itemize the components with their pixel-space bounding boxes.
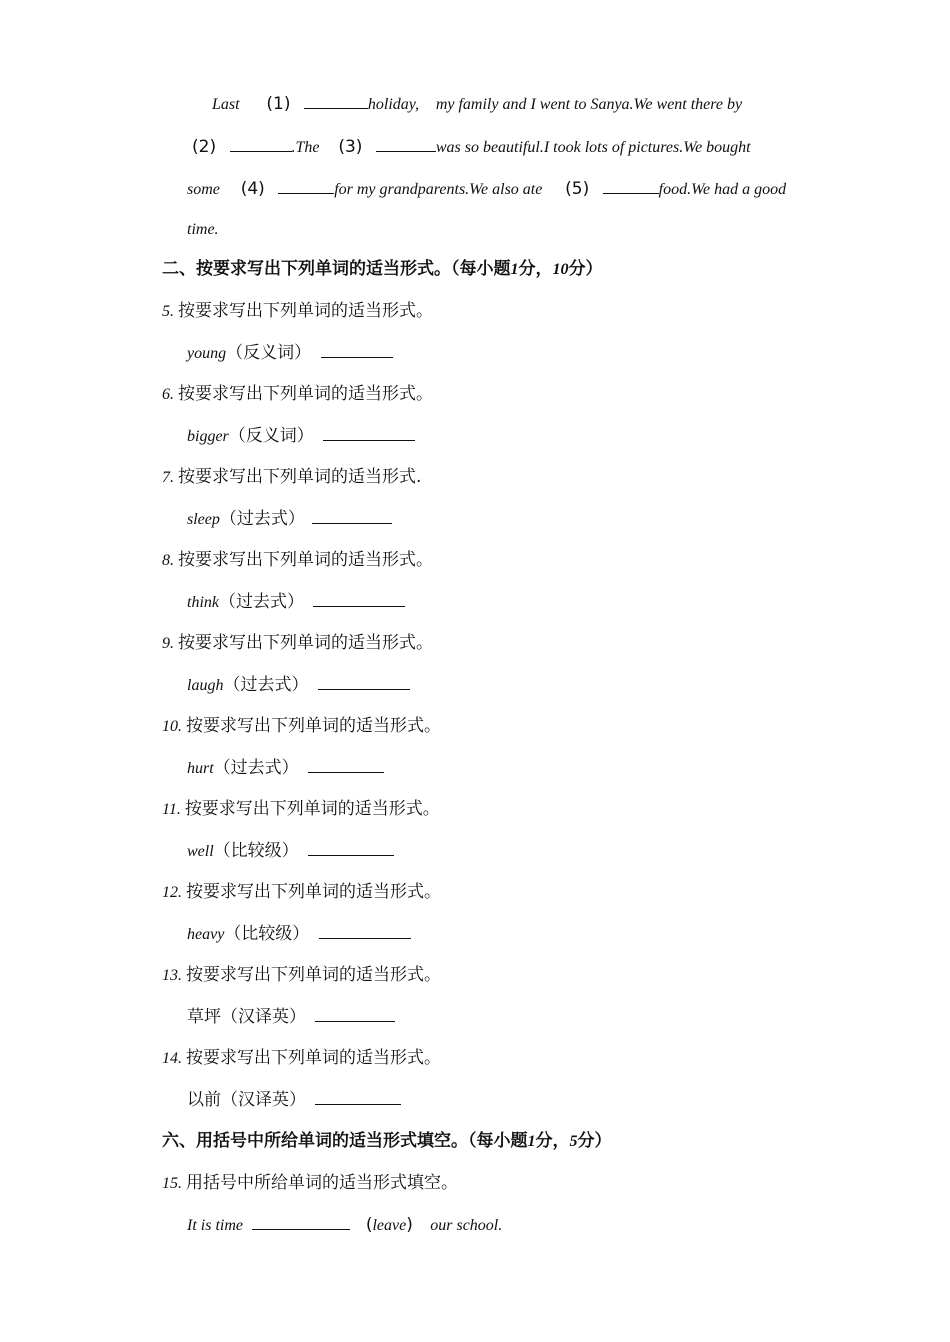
section-heading-text: 分） (577, 1131, 612, 1151)
answer-blank[interactable] (313, 590, 405, 607)
given-word: 以前 (187, 1090, 221, 1110)
answer-line-7 (187, 507, 392, 532)
passage-text: holiday, (367, 96, 419, 113)
given-word: sleep (187, 511, 220, 528)
question-number: 8 (162, 552, 170, 569)
given-word: hurt (187, 760, 214, 777)
hint-label: （过去式） (223, 675, 309, 695)
question-number: 12 (162, 884, 178, 901)
question-prompt: 按要求写出下列单词的适当形式。 (178, 633, 433, 653)
blank-number: (4) (240, 179, 265, 199)
section-heading-text: 分， (535, 1131, 570, 1151)
question-9: 9. 按要求写出下列单词的适当形式。 (162, 633, 433, 653)
answer-line-11 (187, 839, 394, 864)
question-12: 12. 按要求写出下列单词的适当形式。 (162, 882, 441, 902)
section-heading-text: 六、用括号中所给单词的适当形式填空。（每小题 (162, 1131, 528, 1151)
passage-text: was so beautiful.I took lots of pictures.We bought (435, 139, 751, 156)
sentence-text: It is time (187, 1217, 243, 1234)
passage-text: for my grandparents.We also ate (334, 181, 543, 198)
passage-text: some (187, 181, 220, 198)
paren-close: ) (406, 1215, 413, 1235)
answer-blank[interactable] (308, 839, 394, 856)
answer-blank[interactable] (304, 92, 368, 109)
question-prompt: 按要求写出下列单词的适当形式。 (186, 965, 441, 985)
given-word: think (187, 594, 219, 611)
answer-blank[interactable] (315, 1005, 395, 1022)
question-number: 13 (162, 967, 178, 984)
given-word: leave (372, 1217, 407, 1234)
section-heading-text: 二、按要求写出下列单词的适当形式。（每小题 (162, 259, 511, 279)
question-number: 7 (162, 469, 170, 486)
answer-line-13 (187, 1005, 395, 1029)
answer-line-15 (187, 1213, 502, 1238)
passage-line-1 (212, 92, 742, 117)
question-number: 10 (162, 718, 178, 735)
question-13: 13. 按要求写出下列单词的适当形式。 (162, 965, 441, 985)
question-14: 14. 按要求写出下列单词的适当形式。 (162, 1048, 441, 1068)
hint-label: （比较级） (213, 841, 299, 861)
question-prompt: 按要求写出下列单词的适当形式。 (186, 882, 441, 902)
question-number: 11 (162, 801, 177, 818)
question-15: 15. 用括号中所给单词的适当形式填空。 (162, 1173, 458, 1193)
section-heading (162, 1129, 612, 1154)
answer-line-14 (187, 1088, 401, 1112)
question-8: 8. 按要求写出下列单词的适当形式。 (162, 550, 433, 570)
passage-text: .The (291, 139, 320, 156)
blank-number: (3) (338, 137, 363, 157)
points-value: 5 (569, 1133, 578, 1150)
question-number: 15 (162, 1175, 178, 1192)
hint-label: （汉译英） (221, 1090, 306, 1110)
paren-open: ( (365, 1215, 373, 1235)
given-word: well (187, 843, 214, 860)
blank-number: (5) (565, 179, 590, 199)
passage-text: food.We had a good (658, 181, 787, 198)
answer-blank[interactable] (318, 673, 410, 690)
question-prompt: 按要求写出下列单词的适当形式。 (178, 384, 433, 404)
section-heading-text: 分） (568, 259, 603, 279)
question-10: 10. 按要求写出下列单词的适当形式。 (162, 716, 441, 736)
answer-line-5 (187, 341, 393, 366)
answer-blank[interactable] (308, 756, 384, 773)
answer-blank[interactable] (252, 1213, 350, 1230)
points-value: 10 (552, 261, 569, 278)
hint-label: （比较级） (224, 924, 310, 944)
question-6: 6. 按要求写出下列单词的适当形式。 (162, 384, 433, 404)
question-prompt: 按要求写出下列单词的适当形式。 (184, 799, 440, 819)
answer-blank[interactable] (315, 1088, 401, 1105)
passage-line-2 (192, 135, 751, 160)
hint-label: （汉译英） (221, 1007, 306, 1027)
hint-label: （反义词） (228, 426, 314, 446)
sentence-text: our school. (430, 1217, 503, 1234)
question-prompt: 按要求写出下列单词的适当形式. (178, 467, 422, 487)
passage-text: time. (187, 221, 219, 238)
section-heading-text: 分， (518, 259, 553, 279)
section-heading (162, 257, 603, 282)
question-number: 14 (162, 1050, 178, 1067)
passage-text: my family and I went to Sanya.We went there by (435, 96, 743, 113)
given-word: 草坪 (187, 1007, 221, 1027)
given-word: bigger (187, 428, 229, 445)
answer-blank[interactable] (230, 135, 292, 152)
given-word: heavy (187, 926, 225, 943)
question-number: 5 (162, 303, 170, 320)
points-value: 1 (510, 261, 519, 278)
question-7: 7. 按要求写出下列单词的适当形式. (162, 467, 422, 487)
answer-blank[interactable] (323, 424, 415, 441)
question-prompt: 按要求写出下列单词的适当形式。 (178, 550, 433, 570)
question-prompt: 按要求写出下列单词的适当形式。 (186, 716, 441, 736)
question-number: 9 (162, 635, 170, 652)
given-word: laugh (187, 677, 224, 694)
answer-line-12 (187, 922, 411, 947)
answer-line-6 (187, 424, 415, 449)
answer-blank[interactable] (321, 341, 393, 358)
question-prompt: 用括号中所给单词的适当形式填空。 (186, 1173, 458, 1193)
passage-line-4 (187, 217, 219, 242)
hint-label: （过去式） (213, 758, 299, 778)
answer-line-10 (187, 756, 384, 781)
blank-number: (2) (192, 137, 217, 157)
answer-blank[interactable] (603, 177, 659, 194)
answer-blank[interactable] (319, 922, 411, 939)
question-11: 11. 按要求写出下列单词的适当形式。 (162, 799, 440, 819)
hint-label: （过去式） (219, 509, 305, 529)
passage-text: Last (212, 96, 240, 113)
answer-blank[interactable] (278, 177, 334, 194)
answer-blank[interactable] (312, 507, 392, 524)
hint-label: （反义词） (226, 343, 312, 363)
answer-line-9 (187, 673, 410, 698)
blank-number: (1) (266, 94, 291, 114)
question-prompt: 按要求写出下列单词的适当形式。 (178, 301, 433, 321)
given-word: young (187, 345, 227, 362)
passage-line-3 (187, 177, 786, 202)
points-value: 1 (527, 1133, 536, 1150)
question-5: 5. 按要求写出下列单词的适当形式。 (162, 301, 433, 321)
question-prompt: 按要求写出下列单词的适当形式。 (186, 1048, 441, 1068)
hint-label: （过去式） (219, 592, 304, 612)
question-number: 6 (162, 386, 170, 403)
answer-line-8 (187, 590, 405, 615)
answer-blank[interactable] (376, 135, 436, 152)
